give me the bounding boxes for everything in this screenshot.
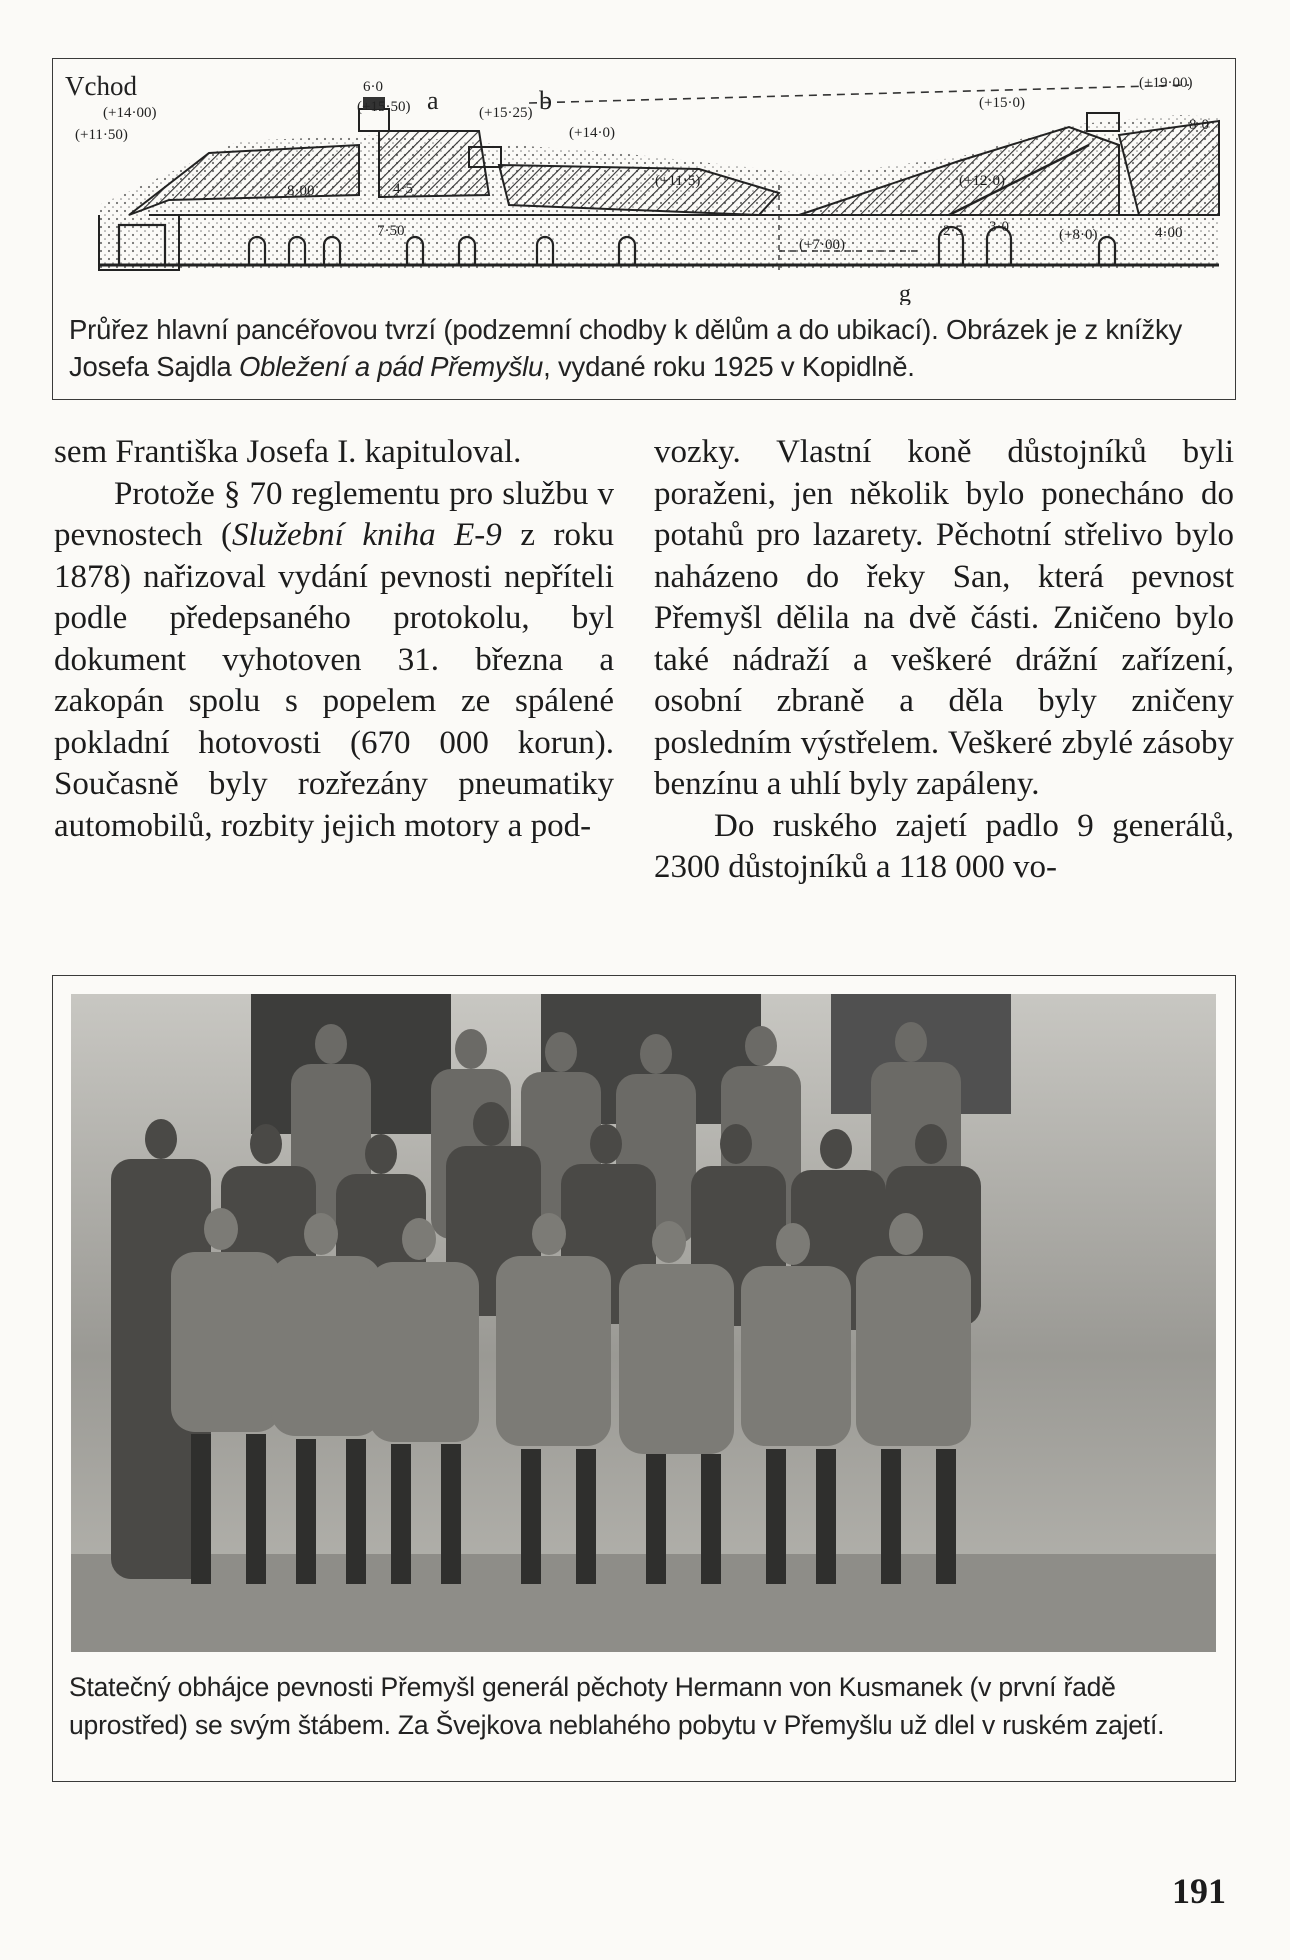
book-title: Služební kniha E-9 bbox=[231, 517, 502, 553]
text-column-right bbox=[654, 432, 1234, 889]
label-dimension: (+12·0) bbox=[959, 173, 1005, 189]
label-section-a: a bbox=[427, 86, 439, 115]
label-elevation: (+15·25) bbox=[479, 105, 533, 121]
label-dimension: 2·5 bbox=[943, 223, 963, 239]
book-title: Obležení a pád Přemyšlu bbox=[238, 351, 544, 382]
label-elevation: (+19·00) bbox=[1139, 75, 1193, 91]
paragraph: sem Františka Josefa I. kapituloval. bbox=[54, 434, 522, 470]
page-number: 191 bbox=[1172, 1871, 1226, 1911]
label-dimension: (+8·0) bbox=[1059, 227, 1098, 243]
photo-placeholder bbox=[71, 994, 1216, 1652]
label-elevation: (+14·00) bbox=[103, 105, 157, 121]
fortress-cross-section-diagram bbox=[59, 65, 1229, 305]
paragraph: Do ruského zajetí padlo 9 generálů, 2300 důstojníků a 118 000 vo- bbox=[654, 807, 1234, 885]
label-dimension: 4·00 bbox=[1155, 225, 1183, 241]
label-section-g: g bbox=[899, 281, 911, 305]
label-elevation: (+15·50) bbox=[357, 99, 411, 115]
figure-caption-photo: Statečný obhájce pevnosti Přemyšl generál pěchoty Hermann von Kusmanek (v první řadě uprostřed) se svým štábem. Za Švejkova neblahého pobytu v Přemyšlu už dlel v ruském zajetí. bbox=[69, 1672, 1165, 1740]
figure-caption-cross-section: Průřez hlavní pancéřovou tvrzí (podzemní chodby k dělům a do ubikací). Obrázek je z knížky Josefa Sajdla Obležení a pád Přemyšlu, vydané roku 1925 v Kopidlně. bbox=[69, 314, 1183, 382]
paragraph: vozky. Vlastní koně důstojníků byli poraženi, jen několik bylo ponecháno do potahů pro lazarety. Pěchotní střelivo bylo naházeno do řeky San, která pevnost Přemyšl dělila na dvě části. Zničeno bylo také nádraží a veškeré drážní zařízení, osobní zbraně a děla byly zničeny posledním výstřelem. Veškeré zbylé zásoby benzínu a uhlí byly zapáleny. bbox=[654, 434, 1234, 802]
label-dimension: 4·5 bbox=[393, 181, 413, 197]
cross-section-figure bbox=[52, 58, 1236, 400]
label-elevation: (+11·50) bbox=[75, 127, 128, 143]
photo-figure bbox=[52, 975, 1236, 1782]
label-dimension: 8·0 bbox=[1189, 117, 1209, 133]
label-dimension: 3·0 bbox=[989, 219, 1009, 235]
label-entrance: Vchod bbox=[65, 71, 137, 101]
label-elevation: (+15·0) bbox=[979, 95, 1025, 111]
text-column-left bbox=[54, 432, 614, 847]
label-elevation: (+14·0) bbox=[569, 125, 615, 141]
label-dimension: 6·0 bbox=[363, 79, 383, 95]
label-dimension: (+7·00) bbox=[799, 237, 845, 253]
label-section-b: b bbox=[539, 86, 552, 115]
label-dimension: 7·50 bbox=[377, 223, 405, 239]
group-photo-officers bbox=[71, 994, 1216, 1652]
label-dimension: (+11·5) bbox=[655, 173, 701, 189]
label-dimension: 8·00 bbox=[287, 183, 315, 199]
paragraph: Protože § 70 reglementu pro službu v pevnostech (Služební kniha E-9 z roku 1878) nařizoval vydání pevnosti nepříteli podle předepsaného protokolu, byl dokument vyhotoven 31. března a zakopán spolu s popelem ze spálené pokladní hotovosti (670 000 korun). Současně byly rozřezány pneumatiky automobilů, rozbity jejich motory a pod- bbox=[54, 475, 614, 844]
